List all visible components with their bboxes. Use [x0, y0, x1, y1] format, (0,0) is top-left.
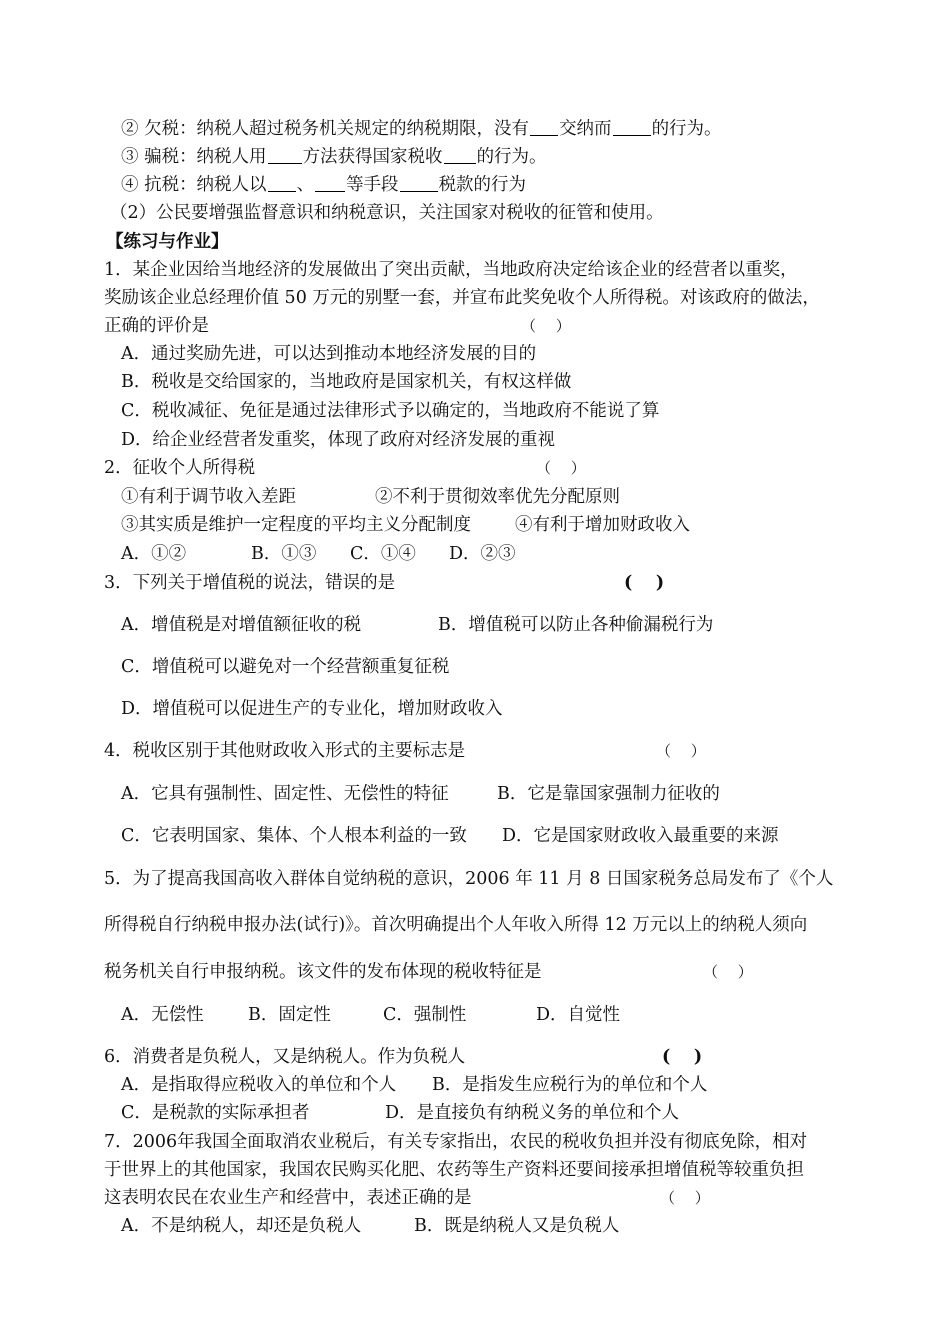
pianshui-text-3: 的行为。: [476, 147, 547, 167]
q4-option-b[interactable]: B．它是靠国家强制力征收的: [497, 784, 720, 804]
q4-option-d[interactable]: D．它是国家财政收入最重要的来源: [502, 826, 779, 846]
q1-answer-paren[interactable]: （ ）: [521, 317, 571, 335]
q1-stem-line-3: 正确的评价是: [104, 316, 209, 336]
q5-option-c[interactable]: C．强制性: [383, 1005, 467, 1025]
q7-answer-paren[interactable]: （ ）: [660, 1189, 710, 1207]
section-title: 【练习与作业】: [106, 232, 229, 252]
q4-option-a[interactable]: A．它具有强制性、固定性、无偿性的特征: [121, 784, 449, 804]
q4-option-c[interactable]: C．它表明国家、集体、个人根本利益的一致: [121, 826, 467, 846]
pianshui-line: [121, 146, 547, 168]
pianshui-text-2: 方法获得国家税收: [302, 147, 443, 167]
q3-option-a[interactable]: A．增值税是对增值额征收的税: [121, 615, 362, 635]
kangshui-line: [121, 174, 526, 196]
q1-option-d[interactable]: D．给企业经营者发重奖，体现了政府对经济发展的重视: [121, 430, 556, 450]
q6-option-c[interactable]: C．是税款的实际承担者: [121, 1103, 310, 1123]
q2-statement-1: ①有利于调节收入差距: [121, 487, 296, 507]
q7-option-a[interactable]: A．不是纳税人，却还是负税人: [121, 1216, 362, 1236]
qianshui-text-1: ② 欠税：纳税人超过税务机关规定的纳税期限，没有: [121, 119, 530, 139]
q6-answer-paren[interactable]: ( ): [662, 1047, 703, 1067]
q5-answer-paren[interactable]: （ ）: [703, 963, 753, 981]
q3-answer-paren[interactable]: ( ): [624, 573, 665, 593]
q6-option-a[interactable]: A．是指取得应税收入的单位和个人: [121, 1075, 397, 1095]
q3-option-c[interactable]: C．增值税可以避免对一个经营额重复征税: [121, 657, 450, 677]
fill-blank[interactable]: [400, 174, 438, 192]
q2-option-d[interactable]: D．②③: [449, 544, 516, 564]
qianshui-text-2: 交纳而: [559, 119, 612, 139]
q5-option-a[interactable]: A．无偿性: [121, 1005, 204, 1025]
q6-stem: 6．消费者是负税人，又是纳税人。作为负税人: [104, 1047, 466, 1067]
q7-stem-line-2: 于世界上的其他国家，我国农民购买化肥、农药等生产资料还要间接承担增值税等较重负担: [104, 1160, 804, 1180]
q7-stem-line-3: 这表明农民在农业生产和经营中，表述正确的是: [104, 1188, 472, 1208]
kangshui-text-1: ④ 抗税：纳税人以: [121, 175, 267, 195]
q5-stem-line-3: 税务机关自行申报纳税。该文件的发布体现的税收特征是: [104, 962, 542, 982]
q1-stem-line-2: 奖励该企业总经理价值 50 万元的别墅一套，并宣布此奖免收个人所得税。对该政府的做法，: [104, 288, 820, 308]
kangshui-text-3: 等手段: [346, 175, 399, 195]
q2-statement-3: ③其实质是维护一定程度的平均主义分配制度: [121, 515, 471, 535]
q3-option-b[interactable]: B．增值税可以防止各种偷漏税行为: [438, 615, 714, 635]
q7-option-b[interactable]: B．既是纳税人又是负税人: [414, 1216, 620, 1236]
q6-option-d[interactable]: D．是直接负有纳税义务的单位和个人: [385, 1103, 680, 1123]
q5-option-b[interactable]: B．固定性: [248, 1005, 331, 1025]
pianshui-text-1: ③ 骗税：纳税人用: [121, 147, 267, 167]
q5-stem-line-1: 5．为了提高我国高收入群体自觉纳税的意识，2006 年 11 月 8 日国家税务总局发布了《个人: [104, 869, 834, 889]
kangshui-text-4: 税款的行为: [438, 175, 527, 195]
fill-blank[interactable]: [444, 146, 476, 164]
q2-statement-4: ④有利于增加财政收入: [515, 515, 690, 535]
fill-blank[interactable]: [530, 118, 558, 136]
q1-option-b[interactable]: B．税收是交给国家的，当地政府是国家机关，有权这样做: [121, 372, 572, 392]
q2-option-b[interactable]: B．①③: [251, 544, 317, 564]
q1-option-a[interactable]: A．通过奖励先进，可以达到推动本地经济发展的目的: [121, 344, 537, 364]
q2-stem: 2．征收个人所得税: [104, 458, 256, 478]
fill-blank[interactable]: [268, 146, 302, 164]
q2-option-c[interactable]: C．①④: [350, 544, 416, 564]
q7-stem-line-1: 7．2006年我国全面取消农业税后，有关专家指出，农民的税收负担并没有彻底免除，相对: [104, 1132, 808, 1152]
fill-blank[interactable]: [268, 174, 296, 192]
q1-option-c[interactable]: C．税收减征、免征是通过法律形式予以确定的，当地政府不能说了算: [121, 401, 660, 421]
q3-option-d[interactable]: D．增值税可以促进生产的专业化，增加财政收入: [121, 699, 503, 719]
qianshui-text-3: 的行为。: [651, 119, 722, 139]
kangshui-text-2: 、: [296, 175, 315, 195]
q5-stem-line-2: 所得税自行纳税申报办法(试行)》。首次明确提出个人年收入所得 12 万元以上的纳税人须向: [104, 915, 808, 935]
q6-option-b[interactable]: B．是指发生应税行为的单位和个人: [432, 1075, 708, 1095]
fill-blank[interactable]: [613, 118, 651, 136]
point-2: （2）公民要增强监督意识和纳税意识，关注国家对税收的征管和使用。: [110, 203, 664, 223]
q4-stem: 4．税收区别于其他财政收入形式的主要标志是: [104, 741, 466, 761]
q2-option-a[interactable]: A．①②: [121, 544, 187, 564]
qianshui-line: [121, 118, 722, 140]
q3-stem: 3．下列关于增值税的说法，错误的是: [104, 573, 396, 593]
q5-option-d[interactable]: D．自觉性: [536, 1005, 621, 1025]
q2-answer-paren[interactable]: （ ）: [536, 459, 586, 477]
fill-blank[interactable]: [315, 174, 345, 192]
q2-statement-2: ②不利于贯彻效率优先分配原则: [375, 487, 620, 507]
q1-stem-line-1: 1．某企业因给当地经济的发展做出了突出贡献，当地政府决定给该企业的经营者以重奖，: [104, 260, 798, 280]
q4-answer-paren[interactable]: （ ）: [656, 742, 706, 760]
